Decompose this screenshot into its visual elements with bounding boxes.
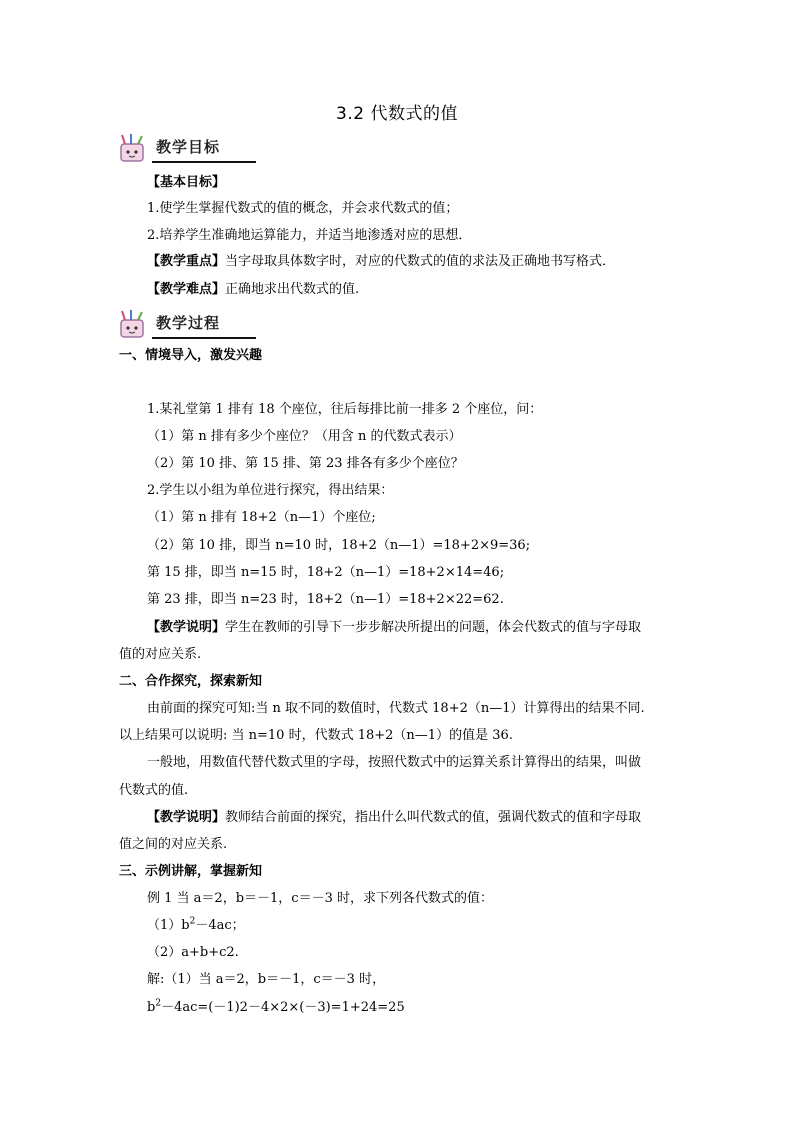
section-banner-goals bbox=[116, 133, 256, 163]
part2-paragraph-2-continued: 代数式的值. bbox=[119, 783, 189, 798]
part1-note-label: 【教学说明】 bbox=[147, 620, 226, 635]
difficulty-label: 【教学难点】 bbox=[147, 282, 226, 297]
part2-note-label: 【教学说明】 bbox=[147, 810, 226, 825]
part1-answer-2: （2）第 10 排，即当 n=10 时，18+2（n—1）=18+2×9=36; bbox=[147, 538, 531, 553]
part1-question-2: 2.学生以小组为单位进行探究，得出结果： bbox=[147, 483, 394, 498]
key-point-text: 当字母取具体数字时，对应的代数式的值的求法及正确地书写格式． bbox=[225, 254, 616, 269]
key-point-label: 【教学重点】 bbox=[147, 254, 226, 269]
cartoon-pen-holder-icon bbox=[116, 309, 150, 339]
page-title: 3.2 代数式的值 bbox=[336, 104, 458, 124]
part3-heading: 三、示例讲解，掌握新知 bbox=[119, 864, 263, 879]
solution-line: 解:（1）当 a＝2，b＝－1，c＝－3 时， bbox=[147, 972, 386, 987]
cartoon-pen-holder-icon bbox=[116, 133, 150, 163]
part1-answer-1: （1）第 n 排有 18+2（n—1）个座位; bbox=[147, 510, 376, 525]
example-1-statement: 例 1 当 a＝2，b＝－1，c＝－3 时，求下列各代数式的值： bbox=[147, 891, 493, 906]
part2-note bbox=[147, 808, 641, 828]
teaching-difficulty bbox=[147, 280, 359, 300]
part1-note bbox=[147, 618, 641, 638]
part2-note-continued: 值之间的对应关系. bbox=[119, 837, 228, 852]
example-1-part-b: （2）a+b+c2. bbox=[147, 945, 239, 960]
teaching-key-point bbox=[147, 252, 615, 272]
section-banner-rule bbox=[152, 337, 256, 339]
section-banner-label: 教学目标 bbox=[156, 138, 221, 156]
part1-answer-4: 第 23 排，即当 n=23 时，18+2（n—1）=18+2×22=62. bbox=[147, 592, 504, 607]
part1-question-1a: （1）第 n 排有多少个座位？（用含 n 的代数式表示） bbox=[147, 429, 462, 444]
part2-paragraph-2: 一般地，用数值代替代数式里的字母，按照代数式中的运算关系计算得出的结果，叫做 bbox=[147, 755, 642, 770]
part1-note-text: 学生在教师的引导下一步步解决所提出的问题，体会代数式的值与字母取 bbox=[225, 620, 642, 635]
basic-goals-label: 【基本目标】 bbox=[147, 175, 226, 190]
example-1-part-a: $(1)b^2-4ac$； bbox=[147, 916, 245, 933]
part1-heading: 一、情境导入，激发兴趣 bbox=[119, 348, 263, 363]
part2-note-text: 教师结合前面的探究，指出什么叫代数式的值，强调代数式的值和字母取 bbox=[225, 810, 642, 825]
part2-paragraph-1: 由前面的探究可知:当 n 取不同的数值时，代数式 18+2（n—1）计算得出的结果不同. bbox=[147, 701, 645, 716]
part1-answer-3: 第 15 排，即当 n=15 时，18+2（n—1）=18+2×14=46; bbox=[147, 565, 505, 580]
solution-calculation: $b^2-4ac=(-1)2-4\times 2\times(-3)=1+24=25$ bbox=[147, 998, 405, 1015]
part1-note-continued: 值的对应关系. bbox=[119, 647, 202, 662]
part1-question-1b: （2）第 10 排、第 15 排、第 23 排各有多少个座位？ bbox=[147, 456, 464, 471]
difficulty-text: 正确地求出代数式的值. bbox=[225, 282, 360, 297]
section-banner-rule bbox=[152, 161, 256, 163]
part1-question-1: 1.某礼堂第 1 排有 18 个座位，往后每排比前一排多 2 个座位，问： bbox=[147, 402, 543, 417]
goal-item-2: 2.培养学生准确地运算能力，并适当地渗透对应的思想． bbox=[147, 228, 472, 243]
goal-item-1: 1.使学生掌握代数式的值的概念，并会求代数式的值； bbox=[147, 201, 459, 216]
section-banner-process bbox=[116, 309, 256, 339]
part2-paragraph-1-continued: 以上结果可以说明: 当 n=10 时，代数式 18+2（n—1）的值是 36. bbox=[119, 728, 513, 743]
section-banner-label: 教学过程 bbox=[156, 314, 221, 332]
part2-heading: 二、合作探究，探索新知 bbox=[119, 674, 263, 689]
